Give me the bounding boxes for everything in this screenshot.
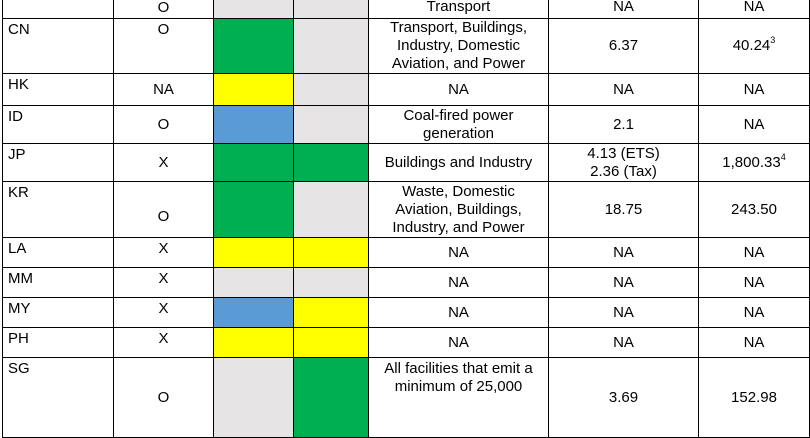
color-cell xyxy=(214,0,294,19)
color-cell xyxy=(294,19,369,74)
country-code xyxy=(3,0,114,19)
table-row xyxy=(3,238,810,268)
covered-sectors: NA xyxy=(369,328,549,358)
status-mark: X xyxy=(114,328,214,358)
color-cell xyxy=(214,328,294,358)
revenue-number: 40.24 xyxy=(732,37,771,54)
table-row xyxy=(3,328,810,358)
table-row xyxy=(3,19,810,74)
status-mark: X xyxy=(114,268,214,298)
color-cell xyxy=(294,74,369,106)
price-value: NA xyxy=(549,268,699,298)
country-code: CN xyxy=(3,19,114,74)
color-cell xyxy=(214,298,294,328)
covered-sectors: NA xyxy=(369,74,549,106)
table-row xyxy=(3,358,810,438)
price-value: NA xyxy=(549,0,699,19)
color-cell xyxy=(294,0,369,19)
country-code: LA xyxy=(3,238,114,268)
covered-sectors: Transport, Buildings, Industry, Domestic Aviation, and Power xyxy=(369,19,549,74)
color-cell xyxy=(214,358,294,438)
covered-sectors: NA xyxy=(369,238,549,268)
covered-sectors: NA xyxy=(369,298,549,328)
covered-sectors: Coal-fired power generation xyxy=(369,106,549,144)
color-cell xyxy=(214,106,294,144)
price-value: 4.13 (ETS) 2.36 (Tax) xyxy=(549,144,699,182)
revenue-value: 152.98 xyxy=(699,358,810,438)
footnote-marker: 4 xyxy=(780,151,786,162)
country-code: SG xyxy=(3,358,114,438)
revenue-value: NA xyxy=(699,74,810,106)
country-code: MY xyxy=(3,298,114,328)
color-cell xyxy=(214,74,294,106)
color-cell xyxy=(214,268,294,298)
color-cell xyxy=(294,268,369,298)
table-row xyxy=(3,106,810,144)
revenue-value: NA xyxy=(699,328,810,358)
status-mark: O xyxy=(114,358,214,438)
price-value: 3.69 xyxy=(549,358,699,438)
country-code: MM xyxy=(3,268,114,298)
table-row xyxy=(3,144,810,182)
revenue-value: NA xyxy=(699,0,810,19)
status-mark: O xyxy=(114,19,214,74)
revenue-value xyxy=(699,19,810,74)
covered-sectors: NA xyxy=(369,268,549,298)
revenue-value xyxy=(699,144,810,182)
country-code: JP xyxy=(3,144,114,182)
color-cell xyxy=(294,328,369,358)
status-mark: O xyxy=(114,182,214,238)
price-value: NA xyxy=(549,298,699,328)
table-row xyxy=(3,0,810,19)
status-mark: O xyxy=(114,106,214,144)
table-row xyxy=(3,268,810,298)
status-mark: X xyxy=(114,298,214,328)
covered-sectors: All facilities that emit a minimum of 25,000 xyxy=(369,358,549,438)
country-code: HK xyxy=(3,74,114,106)
carbon-pricing-table xyxy=(2,0,810,438)
revenue-value: 243.50 xyxy=(699,182,810,238)
status-mark: X xyxy=(114,238,214,268)
revenue-value: NA xyxy=(699,106,810,144)
status-mark: NA xyxy=(114,74,214,106)
price-value: NA xyxy=(549,74,699,106)
color-cell xyxy=(214,238,294,268)
price-value: NA xyxy=(549,238,699,268)
revenue-number: 1,800.33 xyxy=(722,153,781,171)
status-mark: X xyxy=(114,144,214,182)
color-cell xyxy=(294,238,369,268)
table-row xyxy=(3,182,810,238)
table-row xyxy=(3,298,810,328)
revenue-value: NA xyxy=(699,268,810,298)
color-cell xyxy=(214,144,294,182)
country-code: KR xyxy=(3,182,114,238)
footnote-marker: 3 xyxy=(770,35,776,45)
covered-sectors: Buildings and Industry xyxy=(369,144,549,182)
color-cell xyxy=(294,106,369,144)
country-code: ID xyxy=(3,106,114,144)
color-cell xyxy=(294,358,369,438)
covered-sectors: Transport xyxy=(369,0,549,19)
color-cell xyxy=(294,298,369,328)
status-mark: O xyxy=(114,0,214,19)
revenue-value: NA xyxy=(699,238,810,268)
color-cell xyxy=(294,182,369,238)
color-cell xyxy=(214,19,294,74)
color-cell xyxy=(214,182,294,238)
revenue-value: NA xyxy=(699,298,810,328)
price-value: 18.75 xyxy=(549,182,699,238)
color-cell xyxy=(294,144,369,182)
price-value: 6.37 xyxy=(549,19,699,74)
country-code: PH xyxy=(3,328,114,358)
price-value: 2.1 xyxy=(549,106,699,144)
price-value: NA xyxy=(549,328,699,358)
covered-sectors: Waste, Domestic Aviation, Buildings, Industry, and Power xyxy=(369,182,549,238)
table-row xyxy=(3,74,810,106)
